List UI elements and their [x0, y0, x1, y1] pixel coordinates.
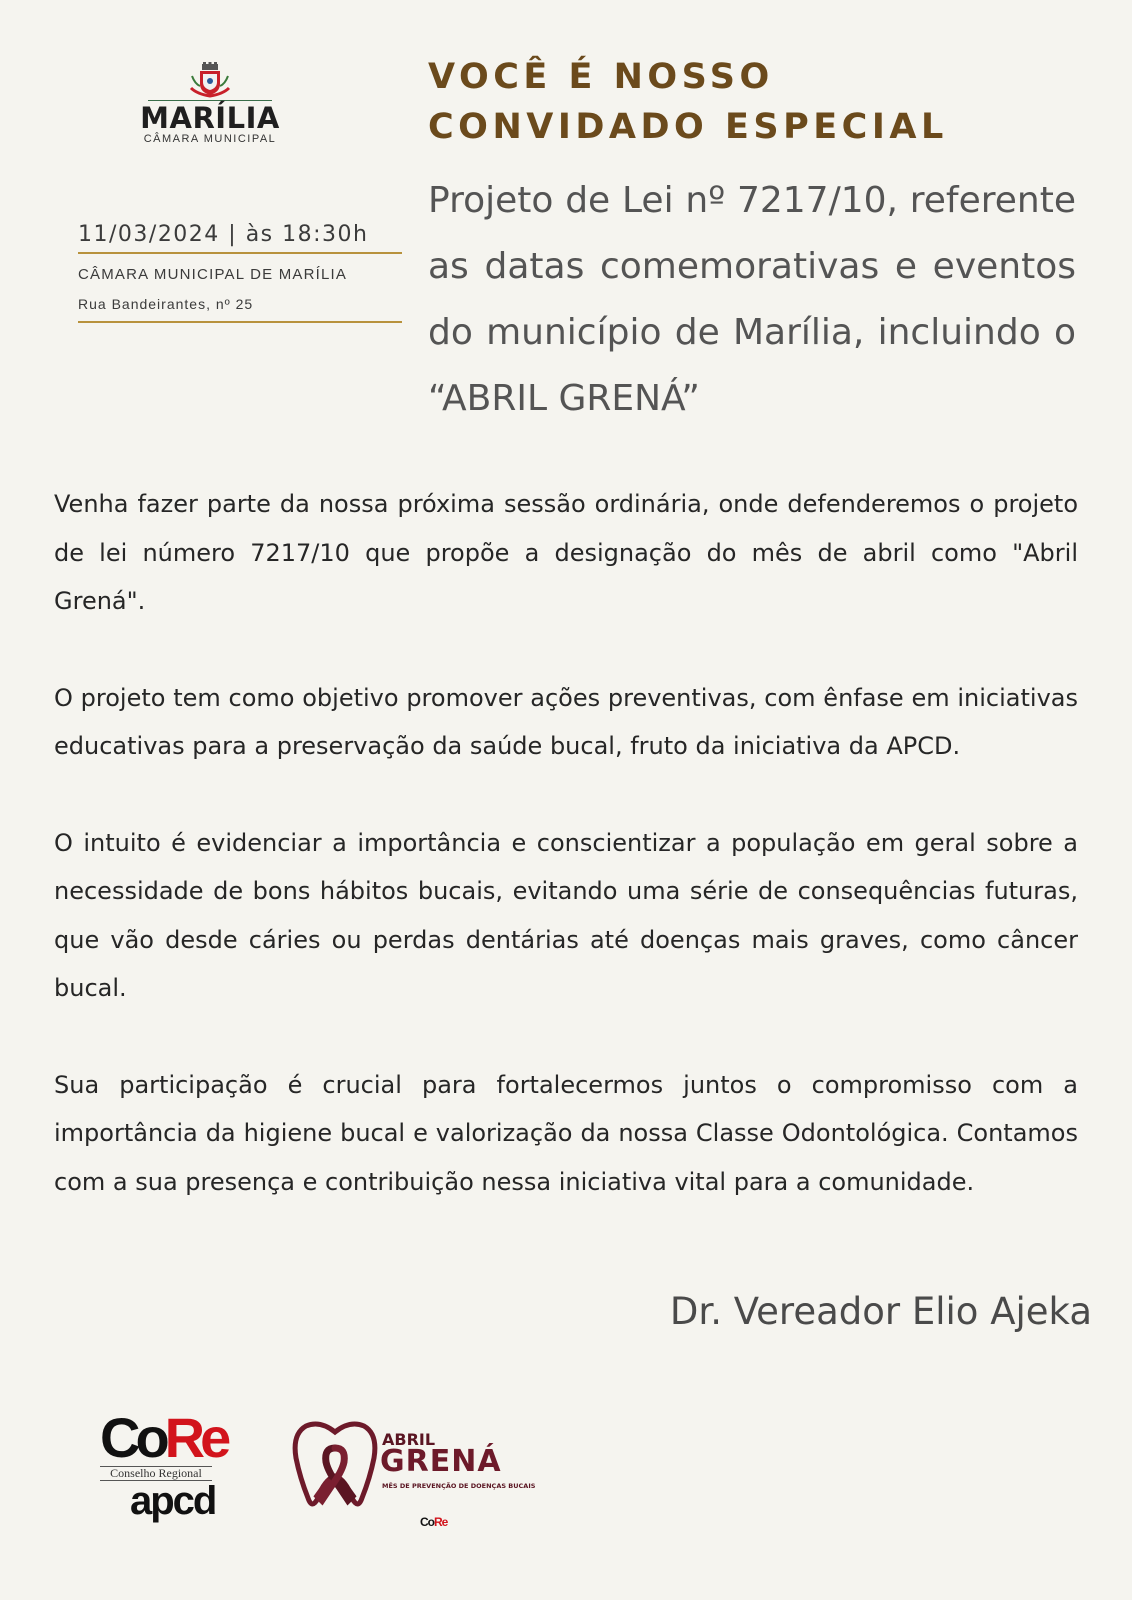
core-council-label: Conselho Regional: [100, 1466, 212, 1481]
project-title: Projeto de Lei nº 7217/10, referente as datas comemorativas e eventos do município de Marília, incluindo o “ABRIL GRENÁ”: [428, 180, 1076, 419]
logo-name: MARÍLIA: [140, 101, 280, 135]
gold-divider: [78, 321, 402, 323]
core-mini-logo: [420, 1515, 447, 1529]
event-venue: CÂMARA MUNICIPAL DE MARÍLIA: [78, 266, 348, 283]
mini-co: Co: [420, 1515, 434, 1529]
coat-of-arms-icon: [187, 62, 233, 98]
marilia-logo: [130, 62, 290, 146]
core-apcd-logo: [100, 1406, 245, 1540]
logo-subtitle: CÂMARA MUNICIPAL: [143, 133, 277, 145]
paragraph: O intuito é evidenciar a importância e conscientizar a população em geral sobre a necessidade de bons hábitos bucais, evitando uma série de consequências futuras, que vão desde cáries ou perdas dentárias até doenças mais graves, como câncer bucal.: [54, 828, 1078, 1002]
mini-re: Re: [434, 1515, 448, 1529]
apcd-wordmark: apcd: [130, 1479, 216, 1523]
paragraph: Sua participação é crucial para fortalecermos juntos o compromisso com a importância da higiene bucal e valorização da nossa Classe Odontológica. Contamos com a sua presença e contribuição nessa iniciativa vital para a comunidade.: [54, 1070, 1078, 1196]
abril-grena-logo: [290, 1418, 536, 1518]
tooth-ribbon-icon: [290, 1418, 380, 1518]
paragraph: Venha fazer parte da nossa próxima sessão ordinária, onde defenderemos o projeto de lei número 7217/10 que propõe a designação do mês de abril como "Abril Grená".: [54, 490, 1078, 615]
core-re: Re: [164, 1406, 227, 1469]
paragraph: O projeto tem como objetivo promover ações preventivas, com ênfase em iniciativas educativas para a preservação da saúde bucal, fruto da iniciativa da APCD.: [54, 683, 1078, 760]
core-wordmark: [100, 1406, 245, 1469]
event-datetime: 11/03/2024 | às 18:30h: [78, 222, 369, 247]
core-co: Co: [100, 1406, 165, 1469]
headline: [428, 52, 1068, 152]
gold-divider: [78, 252, 402, 254]
event-address: Rua Bandeirantes, nº 25: [78, 296, 254, 312]
grena-tagline: MÊS DE PREVENÇÃO DE DOENÇAS BUCAIS: [382, 1482, 536, 1490]
event-info: [78, 218, 402, 323]
grena-abril: ABRIL: [382, 1430, 436, 1449]
grena-title: GRENÁ: [380, 1444, 502, 1479]
body-text: [54, 480, 1078, 1254]
headline-line-2: CONVIDADO ESPECIAL: [428, 107, 948, 147]
headline-line-1: VOCÊ É NOSSO: [428, 57, 774, 97]
signature: Dr. Vereador Elio Ajeka: [669, 1290, 1092, 1333]
